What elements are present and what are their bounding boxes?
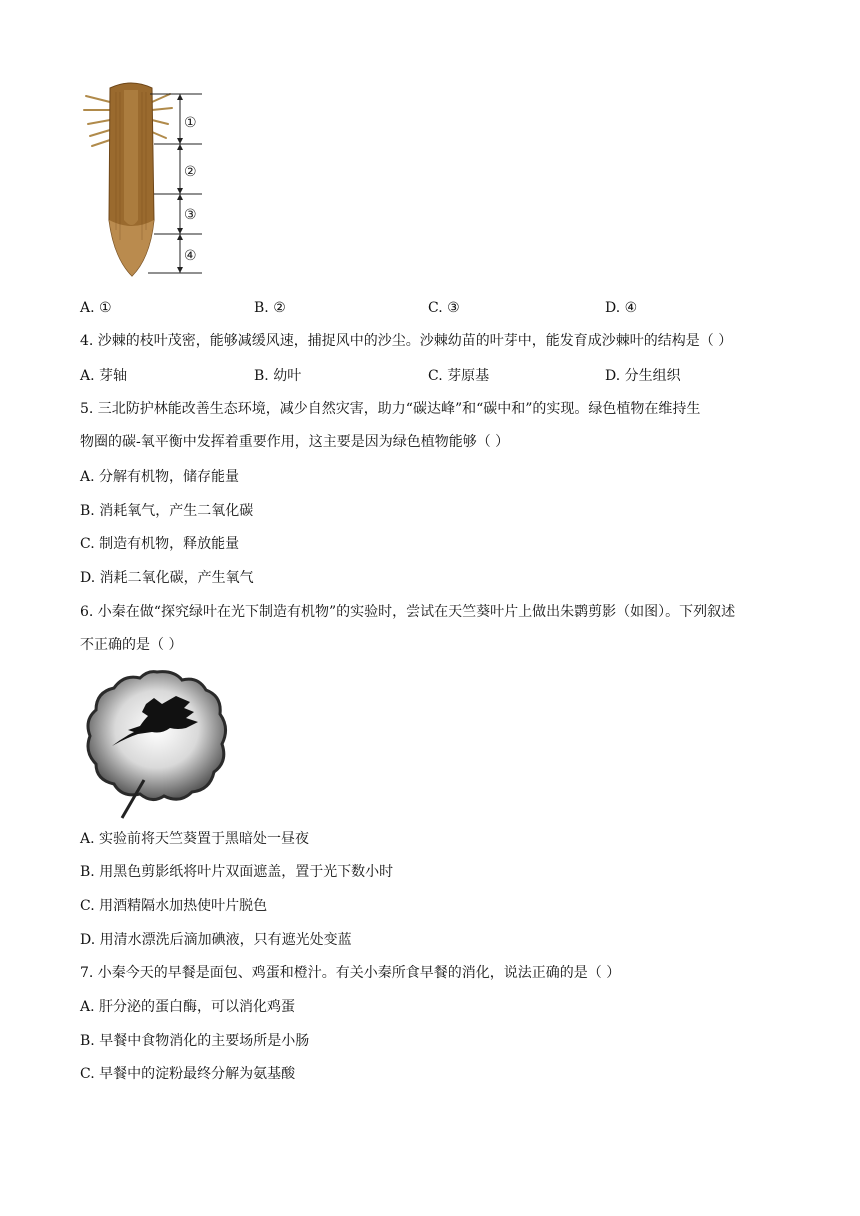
q6-option-c: C. 用酒精隔水加热使叶片脱色 [80, 898, 268, 914]
zone-label-4: ④ [184, 248, 197, 264]
q7-stem: 7. 小秦今天的早餐是面包、鸡蛋和橙汁。有关小秦所食早餐的消化，说法正确的是（ ） [80, 965, 621, 981]
q3-option-a: A. ① [80, 300, 112, 316]
q4-option-c: C. 芽原基 [428, 368, 490, 384]
q5-stem-line1: 5. 三北防护林能改善生态环境，减少自然灾害，助力“碳达峰”和“碳中和”的实现。绿色植物在维持生 [80, 401, 701, 417]
q5-option-b: B. 消耗氧气，产生二氧化碳 [80, 503, 254, 519]
q6-option-b: B. 用黑色剪影纸将叶片双面遮盖，置于光下数小时 [80, 864, 394, 880]
root-tip-figure [80, 80, 220, 280]
q3-option-d: D. ④ [605, 300, 638, 316]
leaf-shape [88, 672, 226, 800]
q5-option-d: D. 消耗二氧化碳，产生氧气 [80, 570, 254, 586]
zone-label-1: ① [184, 115, 197, 131]
zone-label-3: ③ [184, 207, 197, 223]
q3-option-c: C. ③ [428, 300, 460, 316]
q6-option-a: A. 实验前将天竺葵置于黑暗处一昼夜 [80, 831, 310, 847]
q6-option-d: D. 用清水漂洗后滴加碘液，只有遮光处变蓝 [80, 932, 352, 948]
q5-option-c: C. 制造有机物，释放能量 [80, 536, 240, 552]
q5-option-a: A. 分解有机物，储存能量 [80, 469, 240, 485]
q6-stem-line2: 不正确的是（ ） [80, 637, 183, 653]
q4-option-b: B. 幼叶 [254, 368, 302, 384]
q4-option-d: D. 分生组织 [605, 368, 681, 384]
q5-stem-line2: 物圈的碳-氧平衡中发挥着重要作用，这主要是因为绿色植物能够（ ） [80, 434, 510, 450]
q4-option-a: A. 芽轴 [80, 368, 128, 384]
zone-label-2: ② [184, 164, 197, 180]
q7-option-c: C. 早餐中的淀粉最终分解为氨基酸 [80, 1066, 296, 1082]
q4-stem: 4. 沙棘的枝叶茂密，能够减缓风速，捕捉风中的沙尘。沙棘幼苗的叶芽中，能发育成沙棘叶的结构是（ ） [80, 333, 733, 349]
q7-option-b: B. 早餐中食物消化的主要场所是小肠 [80, 1033, 310, 1049]
leaf-ibis-figure [82, 668, 232, 820]
q7-option-a: A. 肝分泌的蛋白酶，可以消化鸡蛋 [80, 999, 296, 1015]
q6-stem-line1: 6. 小秦在做“探究绿叶在光下制造有机物”的实验时，尝试在天竺葵叶片上做出朱鹮剪影（如图）。下列叙述 [80, 604, 736, 620]
q3-option-b: B. ② [254, 300, 286, 316]
